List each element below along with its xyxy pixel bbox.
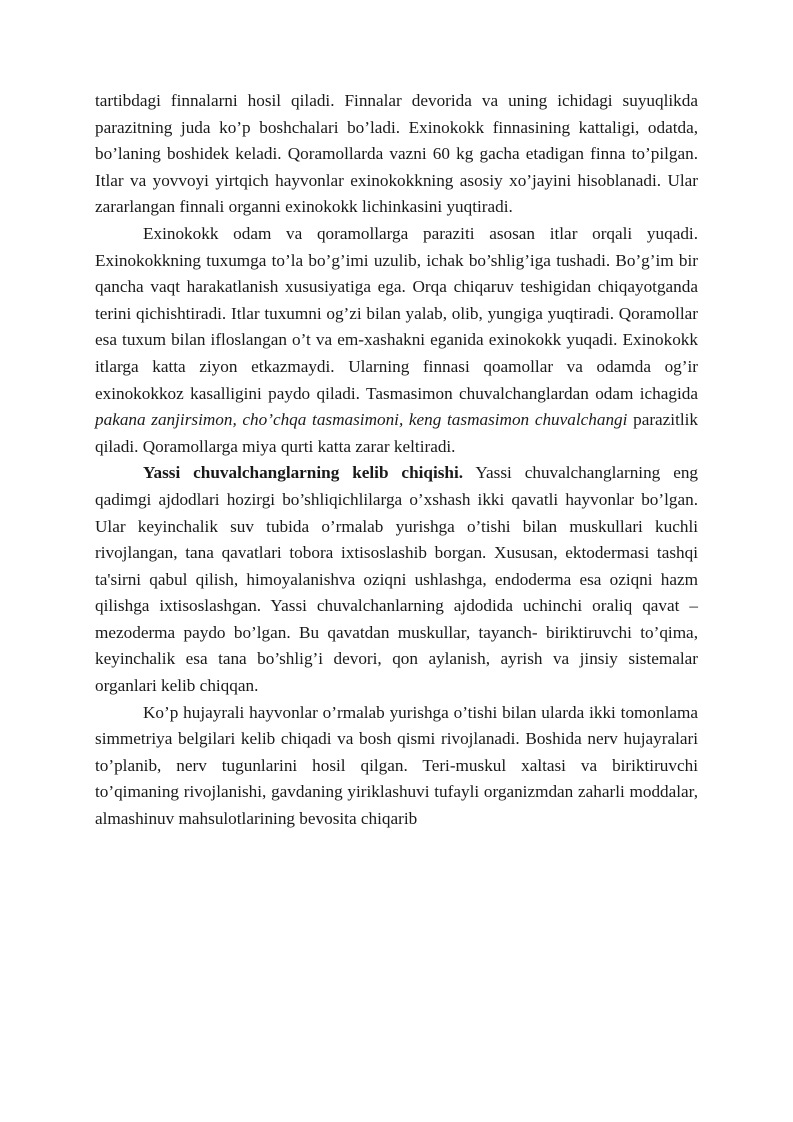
paragraph-text: Exinokokk odam va qoramollarga paraziti asosan itlar orqali yuqadi. Exinokokkning tuxumga to’la bo’g’imi uzulib, ichak bo’shlig’iga tushadi. Bo’g’im bir qancha vaqt harakatlanish xususiyatiga ega. Orqa chiqaruv teshigidan chiqayotganda terini qichishtiradi. Itlar tuxumni og’zi bilan yalab, olib, yungiga yuqtiradi. Qoramollar esa tuxum bilan ifloslangan o’t va em-xashakni eganida exinokokk yuqadi. Exinokokk itlarga katta ziyon etkazmaydi. Ularning finnasi qoamollar va odamda og’ir exinokokkoz kasalligini paydo qiladi. Tasmasimon chuvalchanglardan odam ichagida: [95, 223, 698, 403]
paragraph-bilateral-symmetry: [95, 700, 698, 833]
paragraph-text: Ko’p hujayrali hayvonlar o’rmalab yurishga o’tishi bilan ularda ikki tomonlama simmetriya belgilari kelib chiqadi va bosh qismi rivojlanadi. Boshida nerv hujayralari to’planib, nerv tugunlarini hosil qilgan. Teri-muskul xaltasi va biriktiruvchi to’qimaning rivojlanishi, gavdaning yiriklashuvi tufayli organizmdan zaharli moddalar, almashinuv mahsulotlarining bevosita chiqarib: [95, 702, 698, 829]
paragraph-echinococcus-transmission: [95, 221, 698, 460]
paragraph-text: tartibdagi finnalarni hosil qiladi. Finnalar devorida va uning ichidagi suyuqlikda parazitning juda ko’p boshchalari bo’ladi. Exinokokk finnasining kattaligi, odatda, bo’laning boshidek keladi. Qoramollarda vazni 60 kg gacha etadigan finna to’pilgan. Itlar va yovvoyi yirtqich hayvonlar exinokokkning asosiy xo’jayini hisoblanadi. Ular zararlangan finnali organni exinokokk lichinkasini yuqtiradi.: [95, 91, 698, 217]
paragraph-flatworm-origin: [95, 460, 698, 699]
paragraph-text: parazitlik qiladi. Qoramollarga miya qurti katta zarar keltiradi.: [95, 410, 698, 456]
section-heading: Yassi chuvalchanglarning kelib chiqishi.: [143, 463, 464, 483]
paragraph-text: Yassi chuvalchanglarning eng qadimgi ajdodlari hozirgi bo’shliqichlilarga o’xshash ikki qavatli hayvonlar bo’lgan. Ular keyinchalik suv tubida o’rmalab yurishga o’tishi bilan muskullari kuchli rivojlangan, tana qavatlari tobora ixtisoslashib borgan. Xususan, ektodermasi tashqi ta'sirni qabul qilish, himoyalanishva oziqni ushlashga, endoderma esa oziqni hazm qilishga ixtisoslashgan. Yassi chuvalchanlarning ajdodida uchinchi oraliq qavat – mezoderma paydo bo’lgan. Bu qavatdan muskullar, tayanch- biriktiruvchi to’qima, keyinchalik esa tana bo’shlig’i devori, qon aylanish, ayrish va jinsiy sistemalar organlari kelib chiqqan.: [95, 463, 699, 696]
italic-parasite-names: pakana zanjirsimon, cho’chqa tasmasimoni, keng tasmasimon chuvalchangi: [95, 410, 628, 430]
paragraph-echinococcus-finna: [95, 88, 698, 221]
document-page: [95, 88, 698, 833]
